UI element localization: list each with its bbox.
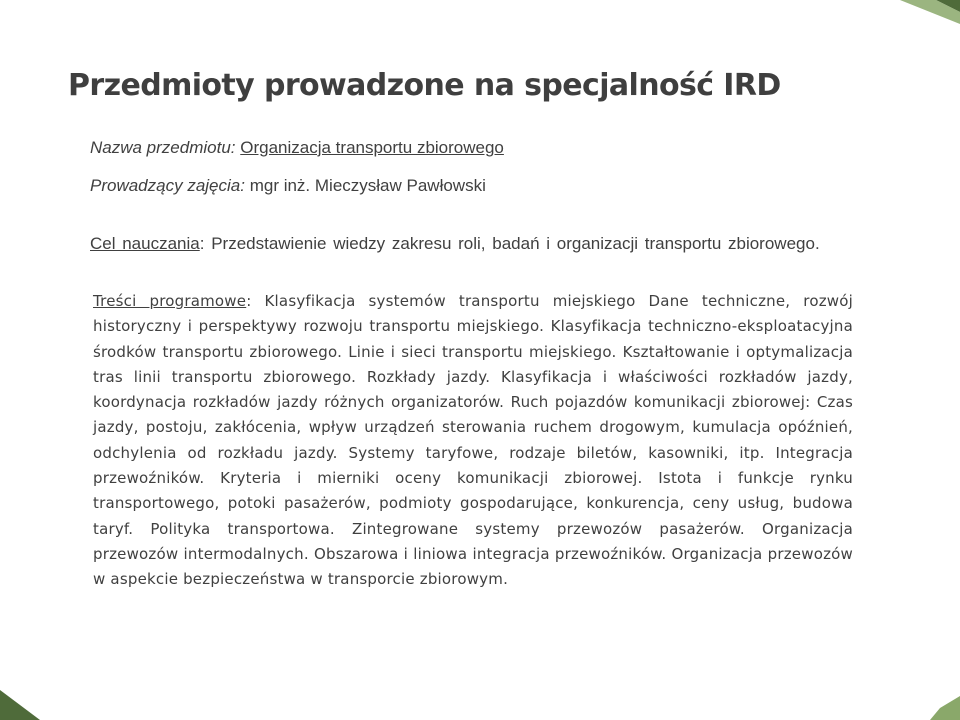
course-name-value: Organizacja transportu zbiorowego bbox=[240, 138, 504, 157]
goal-text: : Przedstawienie wiedzy zakresu roli, badań i organizacji transportu zbiorowego. bbox=[199, 234, 820, 253]
lecturer-row bbox=[90, 176, 486, 196]
goal-label: Cel nauczania bbox=[90, 234, 200, 253]
course-goal bbox=[90, 231, 850, 257]
page-title: Przedmioty prowadzone na specjalność IRD bbox=[68, 68, 781, 103]
program-text: : Klasyfikacja systemów transportu miejskiego Dane techniczne, rozwój historyczny i perspektywy rozwoju transportu miejskiego. Klasyfikacja techniczno-eksploatacyjna środków transportu zbiorowego. Linie i sieci transportu miejskiego. Kształtowanie i optymalizacja tras linii transportu zbiorowego. Rozkłady jazdy. Klasyfikacja i właściwości rozkładów jazdy, koordynacja rozkładów jazdy różnych organizatorów. Ruch pojazdów komunikacji zbiorowej: Czas jazdy, postoju, zakłócenia, wpływ urządzeń sterowania ruchem drogowym, kumulacja opóźnień, odchylenia od rozkładu jazdy. Systemy taryfowe, rodzaje biletów, kasowniki, itp. Integracja przewoźników. Kryteria i mierniki oceny komunikacji zbiorowej. Istota i funkcje rynku transportowego, potoki pasażerów, podmioty gospodarujące, konkurencja, ceny usług, budowa taryf. Polityka transportowa. Zintegrowane systemy przewozów pasażerów. Organizacja przewozów intermodalnych. Obszarowa i liniowa integracja przewoźników. Organizacja przewozów w aspekcie bezpieczeństwa w transporcie zbiorowym. bbox=[93, 292, 853, 589]
course-name-row bbox=[90, 138, 504, 158]
lecturer-label: Prowadzący zajęcia: bbox=[90, 176, 245, 195]
lecturer-value: mgr inż. Mieczysław Pawłowski bbox=[249, 176, 486, 195]
course-program bbox=[93, 289, 853, 593]
top-corner-decoration bbox=[0, 0, 960, 40]
bottom-corner-decoration bbox=[0, 680, 960, 720]
program-label: Treści programowe bbox=[93, 292, 247, 310]
course-name-label: Nazwa przedmiotu: bbox=[90, 138, 236, 157]
